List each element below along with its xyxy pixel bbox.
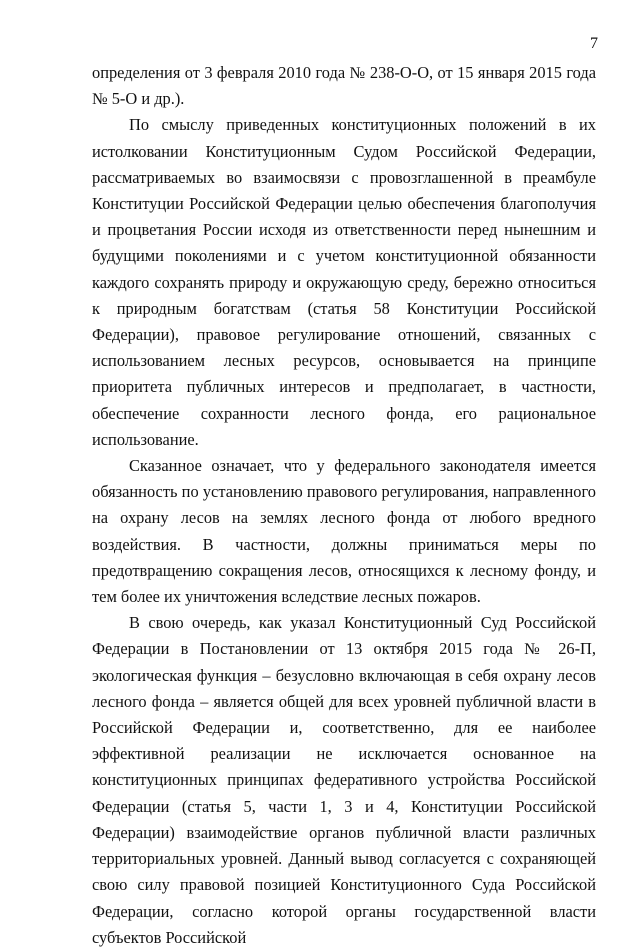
paragraph-legislator-duty: Сказанное означает, что у федерального законодателя имеется обязанность по установлению правового регулирования, направленного на охрану лесов на землях лесного фонда от любого вредного воздействия. В частности, должны приниматься меры по предотвращению сокращения лесов, относящихся к лесному фонду, и тем более их уничтожения вследствие лесных пожаров. (92, 456, 596, 607)
paragraph-continuation: определения от 3 февраля 2010 года № 238-О-О, от 15 января 2015 года № 5-О и др.). (92, 63, 596, 109)
document-body (92, 60, 596, 951)
page-number: 7 (590, 35, 598, 52)
paragraph-constitutional-meaning: По смыслу приведенных конституционных положений в их истолковании Конституционным Судом Российской Федерации, рассматриваемых во взаимосвязи с провозглашенной в преамбуле Конституции Российской Федерации целью обеспечения благополучия и процветания России исходя из ответственности перед нынешним и будущими поколениями и с учетом конституционной обязанности каждого сохранять природу и окружающую среду, бережно относиться к природным богатствам (статья 58 Конституции Российской Федерации), правовое регулирование отношений, связанных с использованием лесных ресурсов, основывается на принципе приоритета публичных интересов и предполагает, в частности, обеспечение сохранности лесного фонда, его рациональное использование. (92, 115, 596, 449)
paragraph-ecological-function: В свою очередь, как указал Конституционный Суд Российской Федерации в Постановлении от 13 октября 2015 года № 26-П, экологическая функция – безусловно включающая в себя охрану лесов лесного фонда – является общей для всех уровней публичной власти в Российской Федерации и, соответственно, для ее наиболее эффективной реализации не исключается основанное на конституционных принципах федеративного устройства Российской Федерации (статья 5, части 1, 3 и 4, Конституции Российской Федерации) взаимодействие органов публичной власти различных территориальных уровней. Данный вывод согласуется с сохраняющей свою силу правовой позицией Конституционного Суда Российской Федерации, согласно которой органы государственной власти субъектов Российской (92, 613, 596, 947)
